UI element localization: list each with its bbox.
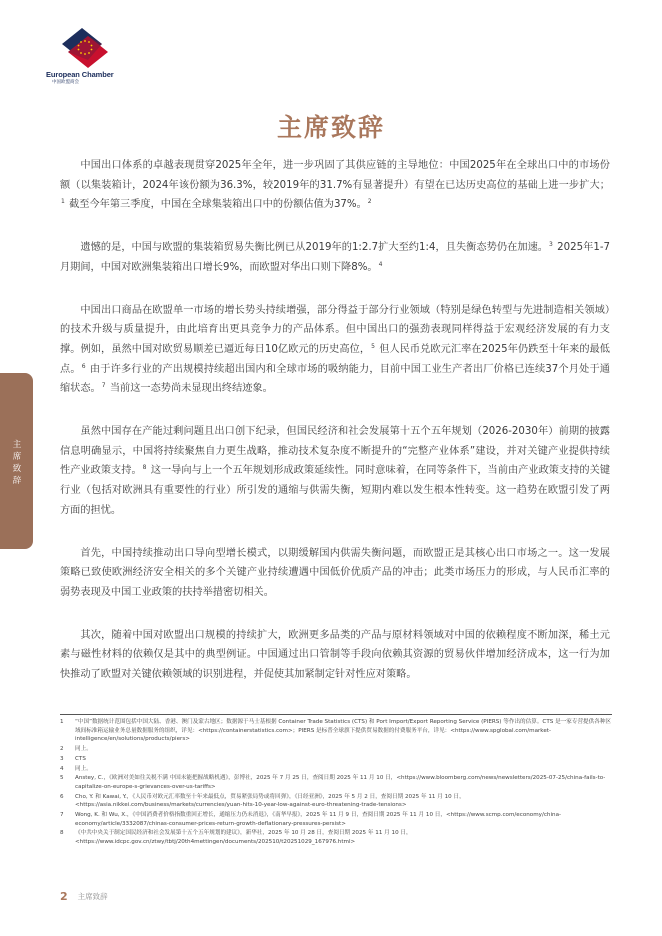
logo-name-cn: 中国欧盟商会 [52,80,79,85]
footnote-text: “中国”数据统计范围包括中国大陆、香港、澳门及蒙古地区；数据源于马士基根据 Container Trade Statistics (CTS) 和 Port Import/Export Reporting Service (PIERS) 等作出的估算。CTS 是一家专营提供各种区域间标准箱运输业务总量数据服务的组织，详见：<https://containerstatistics.com>；PIERS 是标普全球旗下提供贸易数据的付费服务平台，详见：<https://www.spglobal.com/market-intelligence/en/solutions/products/piers> [75,719,612,743]
paragraph-text: 截至今年第三季度，中国在全球集装箱出口中的份额估值为37%。 [65,199,367,211]
footnote-ref: 3 [549,241,553,249]
footnote-text: Cho, Y. 和 Kawai, Y.，《人民币对欧元汇率数至十年来最低点，贸易紧张局势或将回弹》，《日经亚洲》，2025 年 5 月 2 日，查阅日期 2025 年 11 月 10 日，<https://asia.nikkei.com/business/markets/currencies/yuan-hits-10-year-low-against-euro-threatening-trade-tensions> [75,793,465,809]
footnote-number: 4 [60,765,64,772]
footnote-item [60,745,616,754]
body-paragraph [60,238,610,277]
chamber-emblem-icon [62,28,108,68]
body-paragraph [60,544,610,603]
footnote-ref: 1 [61,198,65,206]
body-paragraph [60,626,610,685]
paragraph-text: 2025年1-7月期间，中国对欧洲集装箱出口增长9%，而欧盟对华出口则下降8%。 [60,242,611,273]
paragraph-text: 中国出口体系的卓越表现贯穿2025年全年，进一步巩固了其供应链的主导地位：中国2025年在全球出口中的市场份额（以集装箱计，2024年该份额为36.3%，较2019年的31.7%有显著提升）有望在已达历史高位的基础上进一步扩大； [60,160,610,191]
body-paragraph [60,156,610,215]
paragraph-text: 由于许多行业的产出规模持续超出国内和全球市场的吸纳能力，目前中国工业生产者出厂价格已连续37个月处于通缩状态。 [60,363,610,395]
footnote-item [60,774,616,791]
footnote-number: 2 [60,745,64,752]
footnote-number: 3 [60,755,64,762]
paragraph-text: 中国出口商品在欧盟单一市场的增长势头持续增强，部分得益于部分行业领域（特别是绿色转型与先进制造相关领域）的技术升级与质量提升，由此培育出更具竞争力的产品体系。但中国出口的强劲表现同样得益于宏观经济发展的有力支撑。例如，虽然中国对欧贸易顺差已逼近每日10亿欧元的历史高位， [60,304,610,355]
body-paragraph [60,301,610,400]
paragraph-text: 虽然中国存在产能过剩问题且出口创下纪录，但国民经济和社会发展第十五个五年规划（2026-2030年）前期的披露信息明确显示，中国将持续聚焦自力更生战略，推动技术复杂度不断提升的“完整产业体系”建设，并对关键产业提供持续性产业政策支持。 [60,426,610,477]
paragraph-text: 这一导向与上一个五年规划形成政策延续性。同时意味着，在同等条件下，当前由产业政策支持的关键行业（包括对欧洲具有重要性的行业）所引发的通缩与供需失衡，短期内难以发生根本性转变。这一趋势在欧盟引发了两方面的担忧。 [60,465,611,516]
logo-name-en: European Chamber [46,70,114,79]
paragraph-text: 其次，随着中国对欧盟出口规模的持续扩大，欧洲更多品类的产品与原材料领域对中国的依赖程度不断加深，稀土元素与磁性材料的依赖仅是其中的典型例证。中国通过出口管制等手段向依赖其资源的贸易伙伴增加经济成本，这一行为加快推动了欧盟对关键依赖领域的识别进程，并促使其加紧制定针对性应对策略。 [60,629,610,681]
footnote-divider [60,714,612,715]
section-side-tab [0,373,33,549]
footnote-text: Wong, K. 和 Wu, X.，《中国消费者价格指数重回正增长，通缩压力仍未消退》，《南华早报》，2025 年 11 月 9 日，查阅日期 2025 年 11 月 10 日，<https://www.scmp.com/economy/china-economy/article/3332087/chinas-consumer-prices-return-growth-deflationary-pressures-persist> [75,812,562,827]
paragraph-text: 首先，中国持续推动出口导向型增长模式，以期缓解国内供需失衡问题，而欧盟正是其核心出口市场之一。这一发展策略已致使欧洲经济安全相关的多个关键产业持续遭遇中国低价优质产品的冲击；此类市场压力的形成，与人民币汇率的弱势表现及中国工业政策的扶持举措密切相关。 [60,547,610,598]
paragraph-text: 遗憾的是，中国与欧盟的集装箱贸易失衡比例已从2019年的1:2.7扩大至约1:4，且失衡态势仍在加速。 [80,242,549,254]
footnotes [60,718,616,848]
footnote-item [60,793,616,810]
footnote-text: CTS [75,755,86,762]
footnote-number: 5 [60,775,64,782]
footnote-ref: 5 [371,342,375,350]
paragraph-text: 但人民币兑欧元汇率在2025年仍跌至十年来的最低点。 [60,343,610,375]
page-title: 主席致辞 [276,113,385,142]
footnote-ref: 4 [378,260,383,268]
footnote-text: 《中共中央关于制定国民经济和社会发展第十五个五年规划的建议》，新华社，2025 年 10 月 28 日，查阅日期 2025 年 11 月 10 日，<https://www.idcpc.gov.cn/ztwy/tbtj/20th4mettingen/documents/202510/t20251029_167976.html> [75,830,412,846]
page-footer [60,890,108,903]
footnote-number: 7 [60,812,64,819]
footnote-item [60,811,616,828]
footnote-ref: 2 [367,198,372,206]
body-text [60,156,610,708]
page-number: 2 [60,890,68,903]
footnote-item [60,718,616,744]
footnote-text: Anstey, C.，《欧洲对美如往关税不满 中国未能把握战略机遇》，彭博社，2025 年 7 月 25 日，查阅日期 2025 年 11 月 10 日，<https://www.bloomberg.com/news/newsletters/2025-07-25/china-fails-to-capitalize-on-europe-s-grievances-over-us-tariffs> [75,775,606,790]
body-paragraph [60,422,610,521]
european-chamber-logo [46,28,142,85]
footnote-text: 同上。 [75,745,92,752]
footnote-item [60,829,616,846]
footnote-number: 8 [60,830,64,837]
footnote-ref: 6 [81,362,86,370]
footnote-item [60,765,616,774]
side-tab-label: 主席致辞 [12,440,22,486]
footnote-item [60,755,616,764]
footnote-text: 同上。 [75,765,92,772]
footnote-number: 1 [60,719,64,725]
footer-section-label: 主席致辞 [77,892,108,901]
footnote-ref: 8 [142,464,147,472]
footnote-ref: 7 [101,382,106,390]
footnote-number: 6 [60,793,64,800]
paragraph-text: 当前这一态势尚未显现出终结迹象。 [106,383,273,395]
